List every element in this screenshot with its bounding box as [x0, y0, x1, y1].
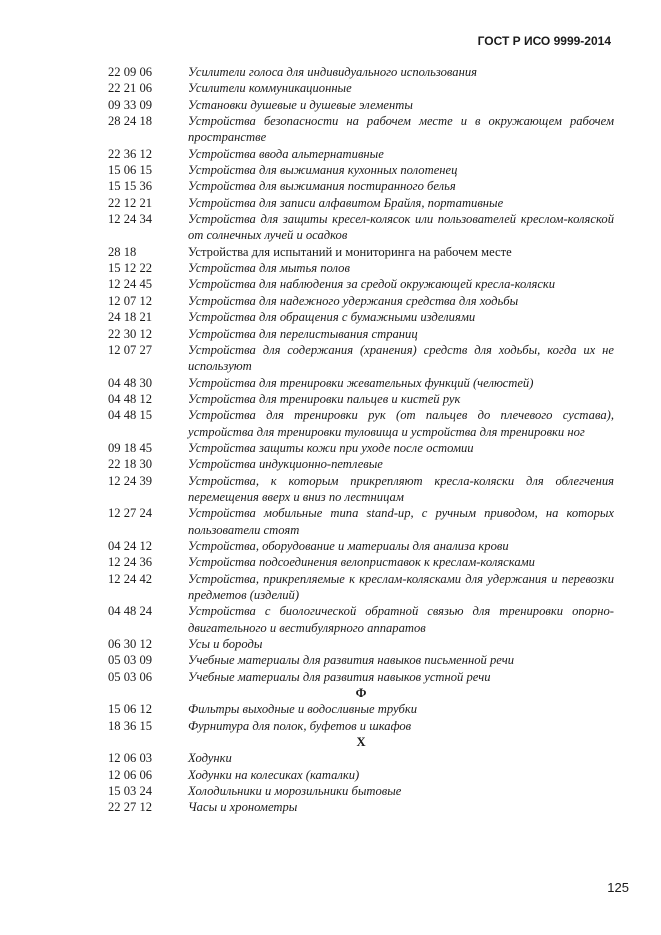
index-entry [108, 391, 614, 407]
entry-text: Устройства для тренировки рук (от пальцев до плечевого сустава), устройства для тренировки туловища и устройства для тренировки ног [188, 408, 614, 439]
entry-text: Усилители коммуникационные [188, 81, 352, 96]
entry-text: Усилители голоса для индивидуального использования [188, 65, 477, 79]
entry-code: 04 48 30 [108, 375, 153, 390]
entry-text: Устройства для выжимания кухонных полотенец [188, 163, 458, 178]
index-entry [108, 652, 614, 668]
index-entry [108, 799, 614, 815]
index-entry [108, 113, 614, 146]
index-entry [108, 538, 614, 554]
index-entry [108, 162, 614, 178]
index-entry [108, 211, 614, 244]
entry-text: Устройства для тренировки жевательных функций (челюстей) [188, 375, 534, 390]
index-entry [108, 750, 614, 766]
index-entry [108, 178, 614, 194]
entry-text: Устройства для записи алфавитом Брайля, портативные [188, 195, 504, 210]
entry-text: Учебные материалы для развития навыков устной речи [188, 669, 491, 684]
entry-code: 22 09 06 [108, 65, 153, 79]
entry-code: 24 18 21 [108, 310, 153, 325]
index-entry [108, 783, 614, 799]
index-entry [108, 97, 614, 113]
entry-code: 04 48 15 [108, 408, 153, 423]
entry-code: 12 06 06 [108, 767, 153, 782]
index-entry [108, 146, 614, 162]
entry-code: 22 21 06 [108, 81, 153, 96]
entry-text: Устройства, оборудование и материалы для анализа крови [188, 538, 509, 553]
entry-text: Устройства, прикрепляемые к креслам-колясками для удержания и перевозки предметов (изделий) [188, 571, 614, 602]
entry-text: Установки душевые и душевые элементы [188, 97, 413, 112]
entry-text: Фурнитура для полок, буфетов и шкафов [188, 718, 412, 733]
index-entry [108, 276, 614, 292]
entry-code: 12 07 12 [108, 293, 153, 308]
entry-text: Устройства для надежного удержания средства для ходьбы [188, 293, 519, 308]
entry-text: Устройства индукционно-петлевые [188, 457, 383, 472]
entry-code: 15 12 22 [108, 261, 153, 276]
entry-code: 15 03 24 [108, 784, 153, 799]
entry-code: 22 36 12 [108, 146, 153, 161]
index-entry [108, 293, 614, 309]
entry-text: Устройства для защиты кресел-колясок или пользователей креслом-коляской от солнечных лучей и осадков [188, 212, 614, 243]
entry-text: Устройства для обращения с бумажными изделиями [188, 310, 476, 325]
entry-code: 28 24 18 [108, 114, 153, 129]
section-f-entries [108, 701, 614, 734]
entry-text: Устройства ввода альтернативные [188, 146, 384, 161]
entry-code: 09 18 45 [108, 440, 153, 455]
main-entries [108, 64, 614, 685]
entry-code: 12 27 24 [108, 506, 153, 521]
entry-text: Ходунки [188, 751, 232, 766]
entry-code: 05 03 06 [108, 669, 153, 684]
index-entry [108, 701, 614, 717]
page-number: 125 [607, 880, 629, 895]
entry-text: Учебные материалы для развития навыков письменной речи [188, 653, 515, 668]
index-entry [108, 64, 614, 80]
entry-code: 22 12 21 [108, 195, 153, 210]
index-entry [108, 407, 614, 440]
entry-code: 28 18 [108, 244, 137, 259]
entry-code: 18 36 15 [108, 718, 153, 733]
entry-code: 22 27 12 [108, 800, 153, 815]
entry-code: 05 03 09 [108, 653, 153, 668]
index-entry [108, 636, 614, 652]
entry-text: Ходунки на колесиках (каталки) [188, 767, 360, 782]
index-entry [108, 326, 614, 342]
entry-code: 12 24 34 [108, 212, 153, 227]
index-entry [108, 260, 614, 276]
entry-code: 04 24 12 [108, 538, 153, 553]
index-entry [108, 440, 614, 456]
entry-code: 12 24 39 [108, 473, 153, 488]
index-entry [108, 309, 614, 325]
section-h-entries [108, 750, 614, 815]
index-entry [108, 375, 614, 391]
entry-code: 04 48 24 [108, 604, 153, 619]
entry-text: Устройства мобильные типа stand-up, с ручным приводом, на которых пользователи стоят [188, 506, 614, 537]
index-entry [108, 767, 614, 783]
index-entry [108, 244, 614, 260]
index-entry [108, 554, 614, 570]
entry-text: Устройства для выжимания постиранного белья [188, 179, 456, 194]
index-entry [108, 342, 614, 375]
section-letter-h: Х [356, 735, 366, 750]
entry-text: Усы и бороды [188, 637, 263, 652]
document-header: ГОСТ Р ИСО 9999-2014 [477, 34, 611, 48]
entry-text: Устройства для содержания (хранения) средств для ходьбы, когда их не используют [188, 342, 614, 374]
index-entry [108, 473, 614, 506]
index-entry [108, 571, 614, 604]
index-entry [108, 195, 614, 211]
index-entry [108, 718, 614, 734]
entry-code: 12 24 42 [108, 571, 153, 586]
entry-text: Устройства для мытья полов [188, 261, 350, 276]
entry-text: Устройства для испытаний и мониторинга на рабочем месте [188, 244, 512, 259]
entry-text: Устройства для перелистывания страниц [188, 326, 418, 341]
entry-code: 22 30 12 [108, 326, 153, 341]
entry-code: 15 06 15 [108, 163, 153, 178]
entry-text: Устройства для наблюдения за средой окружающей кресла-коляски [188, 277, 556, 292]
entry-code: 15 15 36 [108, 179, 153, 194]
entry-text: Устройства, к которым прикрепляют кресла-коляски для облегчения перемещения вверх и вниз по лестницам [188, 473, 614, 504]
index-entry [108, 80, 614, 96]
entry-code: 15 06 12 [108, 702, 153, 717]
entry-text: Устройства безопасности на рабочем месте и в окружающем рабочем пространстве [188, 114, 614, 145]
entry-code: 06 30 12 [108, 637, 153, 652]
index-entry [108, 505, 614, 538]
index-list [108, 64, 614, 816]
entry-code: 12 06 03 [108, 751, 153, 766]
index-entry [108, 603, 614, 636]
entry-code: 12 24 45 [108, 277, 153, 292]
entry-text: Часы и хронометры [188, 800, 298, 815]
index-entry [108, 669, 614, 685]
entry-code: 22 18 30 [108, 457, 153, 472]
entry-text: Устройства с биологической обратной связью для тренировки опорно-двигательного и вестибулярного аппаратов [188, 604, 614, 635]
section-letter-f: Ф [355, 686, 367, 701]
entry-text: Устройства для тренировки пальцев и кистей рук [188, 391, 461, 406]
entry-text: Устройства защиты кожи при уходе после остомии [188, 440, 474, 455]
entry-code: 04 48 12 [108, 391, 153, 406]
index-entry [108, 456, 614, 472]
entry-text: Устройства подсоединения велоприставок к креслам-колясками [188, 555, 535, 570]
entry-code: 12 07 27 [108, 342, 153, 357]
entry-code: 12 24 36 [108, 555, 153, 570]
entry-text: Холодильники и морозильники бытовые [188, 784, 402, 799]
entry-text: Фильтры выходные и водосливные трубки [188, 702, 418, 717]
entry-code: 09 33 09 [108, 97, 153, 112]
